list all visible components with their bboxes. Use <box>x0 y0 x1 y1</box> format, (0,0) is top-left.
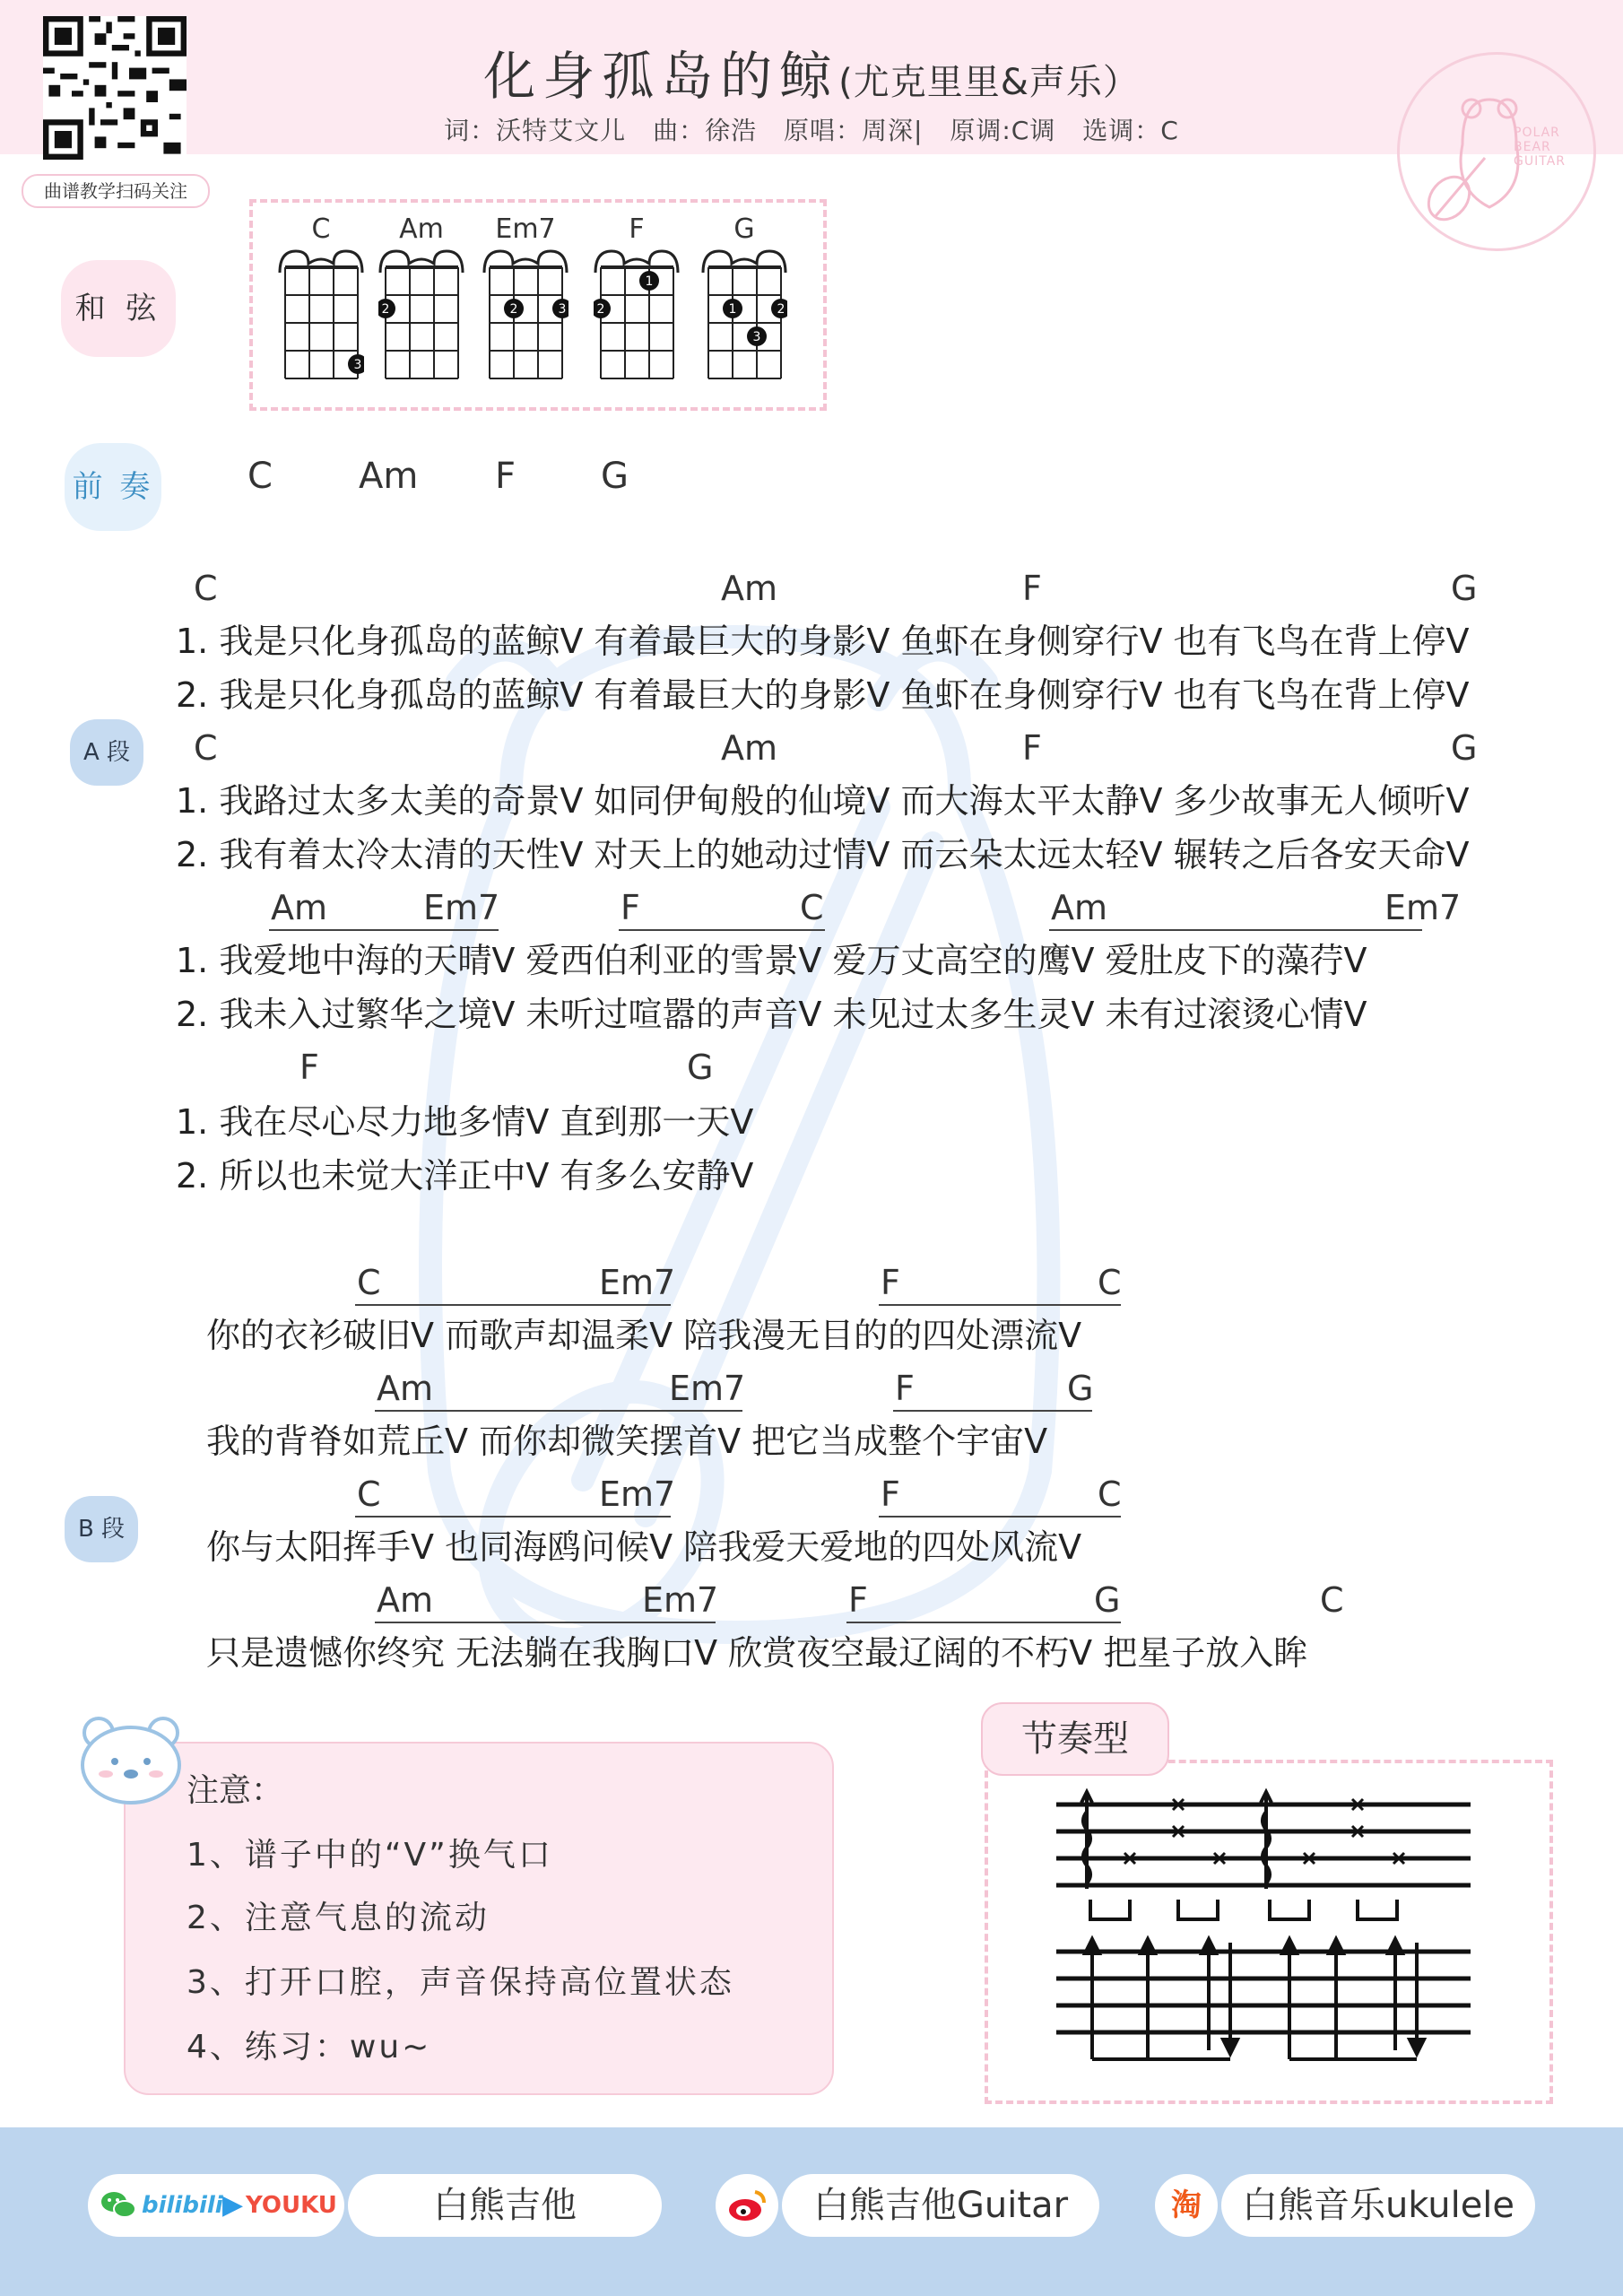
svg-text:1: 1 <box>645 274 654 289</box>
fretboard-em7 <box>482 246 568 389</box>
chord-label: C <box>1098 1474 1122 1514</box>
youku-play-icon: ▶ <box>222 2189 244 2221</box>
notes-title: 注意： <box>187 1772 284 1809</box>
intro-chord: G <box>601 456 629 497</box>
lyric-line: 你与太阳挥手V 也同海鸥问候V 陪我爱天爱地的四处风流V <box>206 1527 1082 1567</box>
chord-label: C <box>800 888 824 927</box>
chord-underline <box>375 1622 716 1623</box>
song-title-text: 化身孤岛的鲸 <box>483 46 839 107</box>
intro-badge: 前 奏 <box>65 443 161 531</box>
svg-text:2: 2 <box>381 302 390 317</box>
lyric-line: 1. 我路过太多太美的奇景V 如同伊甸般的仙境V 而大海太平太静V 多少故事无人倾听V <box>176 781 1470 821</box>
chord-label: Em7 <box>599 1263 676 1302</box>
fretboard-c <box>278 246 364 389</box>
chord-label: G <box>1094 1580 1121 1620</box>
logo-text-line: GUITAR <box>1514 154 1566 169</box>
chord-label: F <box>1022 728 1042 768</box>
lyric-line: 1. 我是只化身孤岛的蓝鲸V 有着最巨大的身影V 鱼虾在身侧穿行V 也有飞鸟在背上停V <box>176 622 1470 661</box>
chord-label: F <box>881 1263 900 1302</box>
lyric-line: 2. 我有着太冷太清的天性V 对天上的她动过情V 而云朵太远太轻V 辗转之后各安天命V <box>176 835 1470 874</box>
fretboard-f <box>594 246 680 389</box>
svg-text:1: 1 <box>728 302 737 317</box>
lyric-line: 2. 我未入过繁华之境V 未听过喧嚣的声音V 未见过太多生灵V 未有过滚烫心情V <box>176 995 1367 1034</box>
platform-pill[interactable] <box>88 2174 344 2237</box>
weibo-icon[interactable] <box>716 2174 778 2237</box>
chord-label: Am <box>377 1580 434 1620</box>
chord-name: Em7 <box>495 213 556 245</box>
lyric-line: 只是遗憾你终究 无法躺在我胸口V 欣赏夜空最辽阔的不朽V 把星子放入眸 <box>206 1633 1308 1673</box>
chord-label: F <box>299 1048 319 1087</box>
svg-text:3: 3 <box>752 330 761 344</box>
section-a-badge: A 段 <box>70 719 143 786</box>
youku-logo: YOUKU <box>246 2192 337 2219</box>
chord-label: G <box>1451 569 1478 608</box>
note-item: 4、练习：wu~ <box>187 2029 432 2066</box>
wechat-icon <box>100 2189 136 2222</box>
logo-text-line: BEAR <box>1514 140 1551 154</box>
chord-label: G <box>687 1048 714 1087</box>
svg-text:3: 3 <box>558 302 567 317</box>
chord-underline <box>1049 929 1422 931</box>
chord-label: C <box>194 569 218 608</box>
fretboard-g <box>701 246 787 389</box>
chord-name: C <box>311 213 331 245</box>
chord-underline <box>375 1410 742 1412</box>
credit-composer: 曲：徐浩 <box>653 116 758 145</box>
chord-label: C <box>357 1263 381 1302</box>
svg-text:2: 2 <box>509 302 518 317</box>
lyric-line: 我的背脊如荒丘V 而你却微笑摆首V 把它当成整个宇宙V <box>206 1422 1048 1461</box>
chord-label: F <box>895 1369 915 1408</box>
logo-text <box>1514 126 1585 169</box>
taobao-name[interactable]: 白熊音乐ukulele <box>1221 2174 1535 2237</box>
chord-name: G <box>733 213 755 245</box>
chords-badge: 和 弦 <box>61 260 176 357</box>
chord-label: C <box>194 728 218 768</box>
chord-label: F <box>621 888 640 927</box>
chord-underline <box>355 1304 671 1306</box>
chord-label: F <box>881 1474 900 1514</box>
svg-text:2: 2 <box>596 302 605 317</box>
chord-label: Em7 <box>1384 888 1462 927</box>
chord-diagram-f <box>594 213 680 389</box>
credit-selected-key: 选调：C <box>1082 116 1179 145</box>
chord-label: G <box>1067 1369 1094 1408</box>
chord-underline <box>355 1516 671 1518</box>
chord-label: Em7 <box>423 888 500 927</box>
chord-label: Em7 <box>669 1369 746 1408</box>
rhythm-badge: 节奏型 <box>981 1702 1169 1776</box>
chord-underline <box>893 1410 1092 1412</box>
chord-label: Am <box>1051 888 1108 927</box>
chord-name: F <box>629 213 645 245</box>
credit-lyricist: 词：沃特艾文儿 <box>444 116 627 145</box>
bilibili-logo: bilibili <box>142 2192 223 2219</box>
chord-label: Am <box>377 1369 434 1408</box>
song-credits <box>0 111 1623 147</box>
lyric-line: 2. 我是只化身孤岛的蓝鲸V 有着最巨大的身影V 鱼虾在身侧穿行V 也有飞鸟在背上停V <box>176 675 1470 715</box>
intro-chord: C <box>247 456 273 497</box>
chord-label: F <box>1022 569 1042 608</box>
chord-diagram-am <box>378 213 464 389</box>
bear-icon <box>79 1713 183 1806</box>
chord-underline <box>879 1304 1121 1306</box>
chord-label: G <box>1451 728 1478 768</box>
song-title <box>0 34 1623 109</box>
intro-chord: F <box>495 456 516 497</box>
chord-label: Am <box>271 888 328 927</box>
chord-label: C <box>357 1474 381 1514</box>
note-item: 2、注意气息的流动 <box>187 1900 490 1936</box>
chord-label: Em7 <box>599 1474 676 1514</box>
svg-text:3: 3 <box>353 358 362 372</box>
svg-text:2: 2 <box>777 302 785 317</box>
chord-label: Am <box>721 569 778 608</box>
chord-underline <box>846 1622 1121 1623</box>
chord-label: Am <box>721 728 778 768</box>
lyric-line: 2. 所以也未觉大洋正中V 有多么安静V <box>176 1156 754 1196</box>
logo-text-line: POLAR <box>1514 126 1560 140</box>
credit-original-key: 原调:C调 <box>950 116 1056 145</box>
chord-label: C <box>1098 1263 1122 1302</box>
channel-name[interactable]: 白熊吉他 <box>348 2174 662 2237</box>
fretboard-am <box>378 246 464 389</box>
taobao-icon[interactable]: 淘 <box>1155 2174 1218 2237</box>
chord-diagram-em7 <box>482 213 568 389</box>
song-subtitle: (尤克里里&声乐） <box>838 62 1140 103</box>
lyric-line: 1. 我在尽心尽力地多情V 直到那一天V <box>176 1102 754 1142</box>
chord-label: C <box>1320 1580 1344 1620</box>
chord-name: Am <box>399 213 444 245</box>
rhythm-pattern <box>1049 1785 1480 2081</box>
chord-underline <box>619 929 825 931</box>
weibo-name[interactable]: 白熊吉他Guitar <box>782 2174 1099 2237</box>
chord-label: Em7 <box>642 1580 719 1620</box>
credit-original-singer: 原唱：周深| <box>784 116 924 145</box>
note-item: 3、打开口腔，声音保持高位置状态 <box>187 1964 734 2001</box>
chord-diagram-g <box>701 213 787 389</box>
lyric-line: 1. 我爱地中海的天晴V 爱西伯利亚的雪景V 爱万丈高空的鹰V 爱肚皮下的藻荇V <box>176 941 1367 980</box>
section-b-badge: B 段 <box>65 1496 138 1562</box>
chord-diagram-c <box>278 213 364 389</box>
qr-label: 曲谱教学扫码关注 <box>22 174 210 208</box>
note-item: 1、谱子中的“V”换气口 <box>187 1837 553 1874</box>
lyric-line: 你的衣衫破旧V 而歌声却温柔V 陪我漫无目的的四处漂流V <box>206 1316 1082 1355</box>
chord-underline <box>269 929 499 931</box>
chord-underline <box>879 1516 1121 1518</box>
intro-chord: Am <box>359 456 419 497</box>
chord-label: F <box>848 1580 868 1620</box>
